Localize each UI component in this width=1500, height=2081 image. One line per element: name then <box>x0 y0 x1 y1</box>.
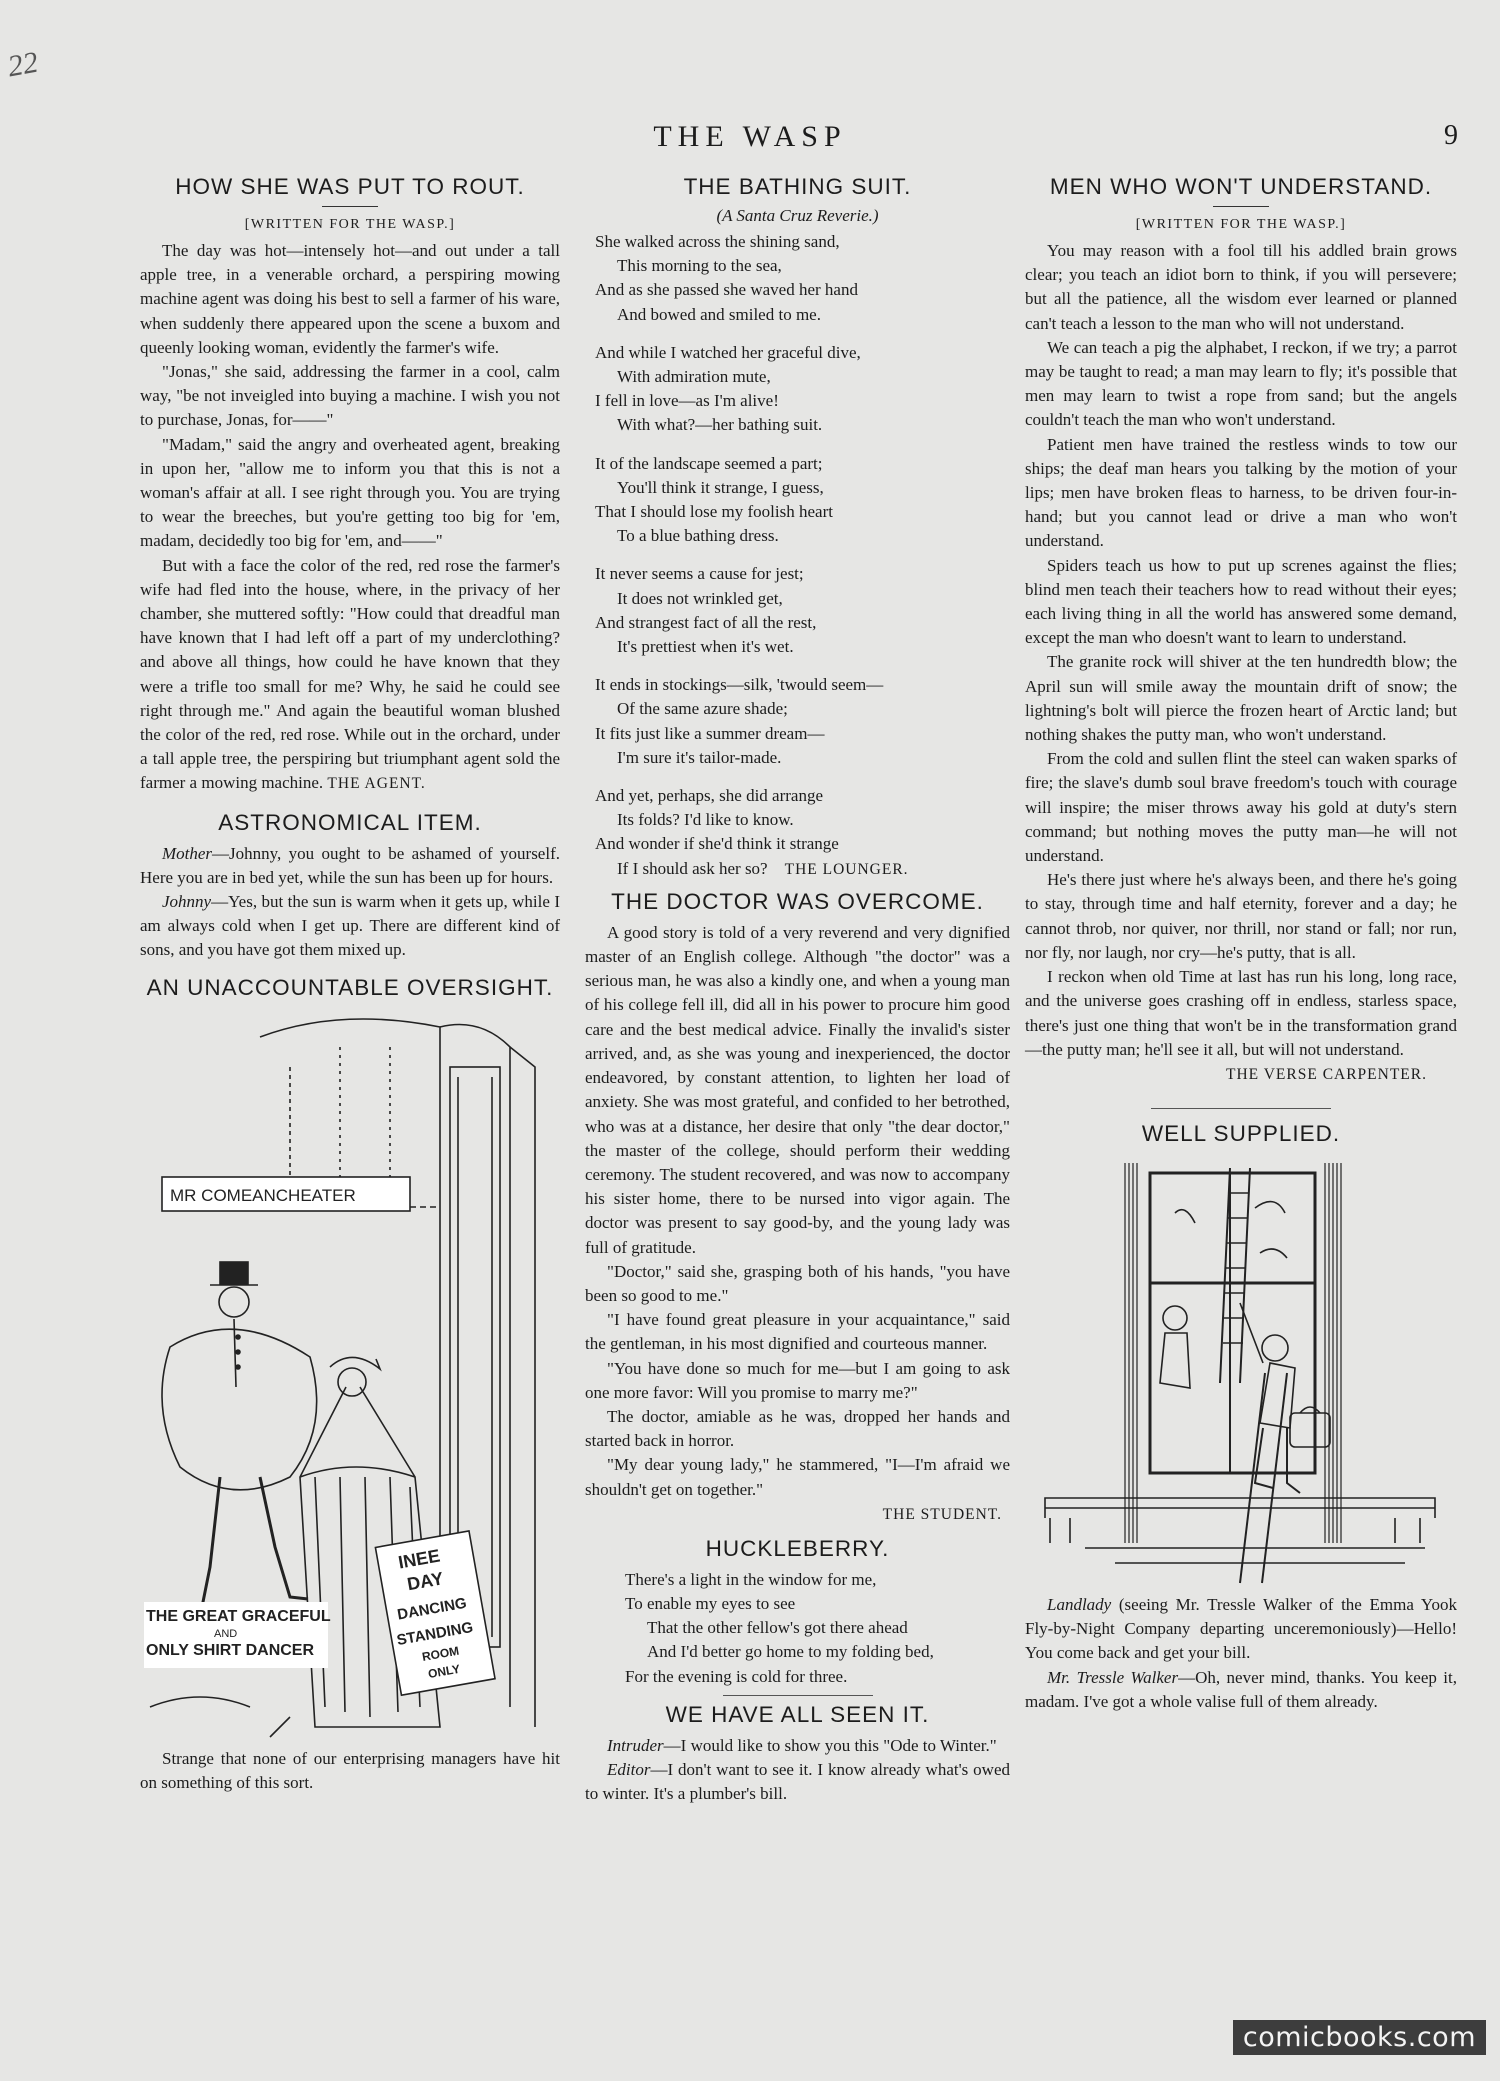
speech: (seeing Mr. Tressle Walker of the Emma Yook Fly-by-Night Company departing unceremoniously)—Hello! You come back and get your bill. <box>1025 1594 1457 1663</box>
paragraph: "Jonas," she said, addressing the farmer in a cool, calm way, "be not inveigled into buying a machine. I wish you not to purchase, Jonas, for——" <box>140 362 560 430</box>
paragraph: "My dear young lady," he stammered, "I—I'm afraid we shouldn't get on together." <box>585 1455 1010 1499</box>
paragraph: The doctor, amiable as he was, dropped her hands and started back in horror. <box>585 1406 1010 1451</box>
verse-line: This morning to the sea, <box>617 256 782 276</box>
stanza <box>595 452 1010 549</box>
verse-line: And while I watched her graceful dive, <box>595 342 861 362</box>
verse-line: And strangest fact of all the rest, <box>595 612 817 632</box>
dialogue-line <box>140 890 560 963</box>
divider <box>1213 206 1269 207</box>
divider <box>1151 1108 1331 1109</box>
illustration-dancer <box>140 1007 560 1747</box>
verse-line: And wonder if she'd think it strange <box>595 834 839 854</box>
divider <box>322 206 378 207</box>
verse-line: That I should lose my foolish heart <box>595 502 833 522</box>
paragraph <box>140 554 560 796</box>
verse-line: With what?—her bathing suit. <box>617 415 823 435</box>
poem-subtitle: (A Santa Cruz Reverie.) <box>716 206 879 225</box>
paragraph: The granite rock will shiver at the ten hundredth blow; the April sun will smile away the mountain drift of snow; the lightning's bolt will pierce the frozen heart of Arctic land; but nothing shakes the putty man, who won't understand. <box>1025 652 1457 745</box>
speaker: Editor <box>607 1759 651 1779</box>
article-kicker: [WRITTEN FOR THE WASP.] <box>244 217 456 232</box>
sign-side-text: ROOM <box>420 1643 461 1664</box>
sign-bottom-text: ONLY SHIRT DANCER <box>146 1641 315 1659</box>
signature: THE VERSE CARPENTER. <box>1226 1065 1427 1083</box>
article-title: MEN WHO WON'T UNDERSTAND. <box>1049 174 1433 199</box>
stanza <box>625 1568 1010 1689</box>
paragraph-text: But with a face the color of the red, red rose the farmer's wife had fled into the house, where, in the privacy of her chamber, she muttered softly: "How could that dreadful man have known that I had left off a part of my underclothing? and above all things, how could he have known that they were a trifle too small for me? Why, he said he could see right through me." And again the beautiful woman blushed the color of the red, red rose. While out in the orchard, under a tall apple tree, the perspiring but triumphant agent sold the farmer a mowing machine. <box>140 555 560 793</box>
verse-line: And bowed and smiled to me. <box>617 304 821 324</box>
paragraph: "Doctor," said she, grasping both of his hands, "you have been so good to me." <box>585 1261 1010 1305</box>
sign-side-text: STANDING <box>395 1618 475 1649</box>
margin-note: 22 <box>5 45 41 84</box>
stanza <box>595 784 1010 881</box>
dialogue-line <box>1025 1666 1457 1714</box>
signature: THE LOUNGER. <box>784 860 909 878</box>
column-middle <box>585 168 1010 1806</box>
verse-line: To enable my eyes to see <box>625 1593 796 1613</box>
verse-line: It never seems a cause for jest; <box>595 564 804 584</box>
speaker: Mother <box>162 843 213 863</box>
column-left <box>140 168 560 1795</box>
verse-line: To a blue bathing dress. <box>617 526 779 546</box>
article-title: WE HAVE ALL SEEN IT. <box>665 1701 930 1727</box>
speaker: Mr. Tressle Walker <box>1047 1667 1179 1687</box>
dialogue-line <box>140 842 560 890</box>
speech: —Yes, but the sun is warm when it gets up, while I am always cold when I get up. There are different kind of sons, and you have got them mixed up. <box>140 892 560 960</box>
sign-side-text: INEE <box>396 1545 442 1573</box>
dialogue-line <box>585 1734 1010 1758</box>
sign-bottom-and: AND <box>214 1627 238 1640</box>
verse-line <box>595 857 1010 881</box>
illustration-caption: Strange that none of our enterprising managers have hit on something of this sort. <box>140 1748 560 1792</box>
sign-side-text: DANCING <box>396 1594 468 1624</box>
verse-line: With admiration mute, <box>617 367 771 387</box>
verse-line: Its folds? I'd like to know. <box>617 810 794 830</box>
watermark: comicbooks.com <box>1233 2020 1486 2055</box>
paragraph: You may reason with a fool till his addled brain grows clear; you teach an idiot born to think, if you will persevere; but all the patience, all the wisdom ever learned or planned can't teach a lesson to the man who will not understand. <box>1025 241 1457 333</box>
speaker: Intruder <box>607 1735 664 1755</box>
paragraph: "I have found great pleasure in your acquaintance," said the gentleman, in his most dignified and courteous manner. <box>585 1310 1010 1354</box>
verse-line: I fell in love—as I'm alive! <box>595 391 779 411</box>
paragraph: He's there just where he's always been, and there he's going to stay, through time and half eternity, forever and a day; he cannot throb, nor quiver, nor thrill, nor stand or fall; nor run, nor fly, nor laugh, nor cry—he's putty, that is all. <box>1025 870 1457 962</box>
signature: THE AGENT. <box>327 775 426 793</box>
paragraph: From the cold and sullen flint the steel can waken sparks of fire; the slave's dumb soul brave freedom's touch with courage will inspire; the miser throws away his gold at duty's stern command; but nothing moves the putty man—he will not understand. <box>1025 749 1457 866</box>
paragraph: Patient men have trained the restless winds to tow our ships; the deaf man hears you talking by the motion of your lips; men have broken fleas to harness, to be driven four-in-hand; but you cannot lead or drive a man who won't understand. <box>1025 434 1457 551</box>
paragraph: The day was hot—intensely hot—and out under a tall apple tree, in a venerable orchard, a perspiring mowing machine agent was doing his best to sell a farmer of his ware, when suddenly there appeared upon the scene a buxom and queenly looking woman, evidently the farmer's wife. <box>140 241 560 357</box>
poem-title: THE BATHING SUIT. <box>683 174 912 199</box>
masthead-title: THE WASP <box>653 120 847 153</box>
verse-line: Of the same azure shade; <box>617 699 788 719</box>
sign-side-text: DAY <box>405 1568 445 1595</box>
paragraph: A good story is told of a very reverend and very dignified master of an English college. Although "the doctor" was a serious man, he was also a kindly one, and when a young man of his college fell ill, did all in his power to procure him good care and the best medical advice. Finally the invalid's sister arrived, and, as she was young and inexperienced, the doctor endeavored, by constant attention, to lighten her load of anxiety. She was most grateful, and confided to her betrothed, who was at a distance, her desire that only "the dear doctor," the master of the college, should perform their wedding ceremony. The student recovered, and was now to accompany his sister home, there to be nursed into vigor again. The doctor was present to say good-by, and the young lady was full of gratitude. <box>585 922 1010 1257</box>
signature: THE STUDENT. <box>882 1505 1002 1523</box>
verse-line: I'm sure it's tailor-made. <box>617 747 782 767</box>
paragraph: "Madam," said the angry and overheated agent, breaking in upon her, "allow me to inform you that this is not a woman's affair at all. I see right through you. You are trying to wear the breeches, but you're getting too big for 'em, madam, decidedly too big for 'em, and——" <box>140 434 560 551</box>
speaker: Johnny <box>162 892 212 912</box>
verse-line: It of the landscape seemed a part; <box>595 453 823 473</box>
stanza <box>595 341 1010 438</box>
article-title: HOW SHE WAS PUT TO ROUT. <box>175 174 525 199</box>
paragraph: Spiders teach us how to put up screnes against the flies; blind men teach their teachers how to read without their eyes; each living thing in all the world has answered some demand, except the man who doesn't want to learn to understand. <box>1025 555 1457 648</box>
verse-line: You'll think it strange, I guess, <box>617 477 824 497</box>
column-right <box>1025 168 1457 1714</box>
dialogue-line <box>1025 1593 1457 1666</box>
article-title: THE DOCTOR WAS OVERCOME. <box>611 888 984 914</box>
stanza <box>595 673 1010 770</box>
verse-line: It does not wrinkled get, <box>617 588 783 608</box>
stanza <box>595 230 1010 327</box>
paragraph: "You have done so much for me—but I am going to ask one more favor: Will you promise to marry me?" <box>585 1358 1010 1402</box>
article-title: AN UNACCOUNTABLE OVERSIGHT. <box>146 974 554 1000</box>
speech: —Johnny, you ought to be ashamed of yourself. Here you are in bed yet, while the sun has been up for hours. <box>140 843 560 887</box>
speech: —Oh, never mind, thanks. You keep it, madam. I've got a whole valise full of them already. <box>1025 1667 1457 1711</box>
article-kicker: [WRITTEN FOR THE WASP.] <box>1135 217 1347 232</box>
illustration-ladder <box>1025 1153 1457 1593</box>
sign-top-text: MR COMEANCHEATER <box>170 1185 356 1205</box>
verse-line: She walked across the shining sand, <box>595 232 840 251</box>
verse-line: It ends in stockings—silk, 'twould seem— <box>595 675 884 695</box>
verse-text: If I should ask her so? <box>617 858 768 878</box>
stanza <box>595 562 1010 659</box>
verse-line: There's a light in the window for me, <box>625 1569 877 1589</box>
verse-line: And as she passed she waved her hand <box>595 280 858 300</box>
verse-line: And yet, perhaps, she did arrange <box>595 786 824 806</box>
verse-line: It fits just like a summer dream— <box>595 723 825 743</box>
page-number: 9 <box>1444 120 1458 151</box>
verse-line: It's prettiest when it's wet. <box>617 637 794 657</box>
verse-line: That the other fellow's got there ahead <box>647 1618 908 1638</box>
sign-bottom-text: THE GREAT GRACEFUL <box>146 1607 331 1625</box>
divider <box>723 1695 873 1696</box>
verse-line: And I'd better go home to my folding bed, <box>647 1642 934 1662</box>
speech: —I don't want to see it. I know already what's owed to winter. It's a plumber's bill. <box>585 1759 1010 1804</box>
speaker: Landlady <box>1047 1594 1112 1614</box>
article-title: ASTRONOMICAL ITEM. <box>218 809 482 835</box>
speech: —I would like to show you this "Ode to Winter." <box>663 1735 997 1755</box>
paragraph: We can teach a pig the alphabet, I reckon, if we try; a parrot may be taught to read; a man may learn to fly; it's possible that men may learn to twist a rope from sand; but the angels couldn't teach the man who won't understand. <box>1025 337 1457 430</box>
verse-line: For the evening is cold for three. <box>625 1666 848 1686</box>
paragraph: I reckon when old Time at last has run his long, long race, and the universe goes crashing off in endless, starless space, there's just one thing that won't be in the transformation grand—the putty man; he'll see it all, but will not understand. <box>1025 967 1457 1059</box>
dialogue-line <box>585 1758 1010 1806</box>
article-title: WELL SUPPLIED. <box>1141 1120 1341 1146</box>
sign-side-text: ONLY <box>427 1661 462 1681</box>
poem-title: HUCKLEBERRY. <box>705 1535 890 1561</box>
